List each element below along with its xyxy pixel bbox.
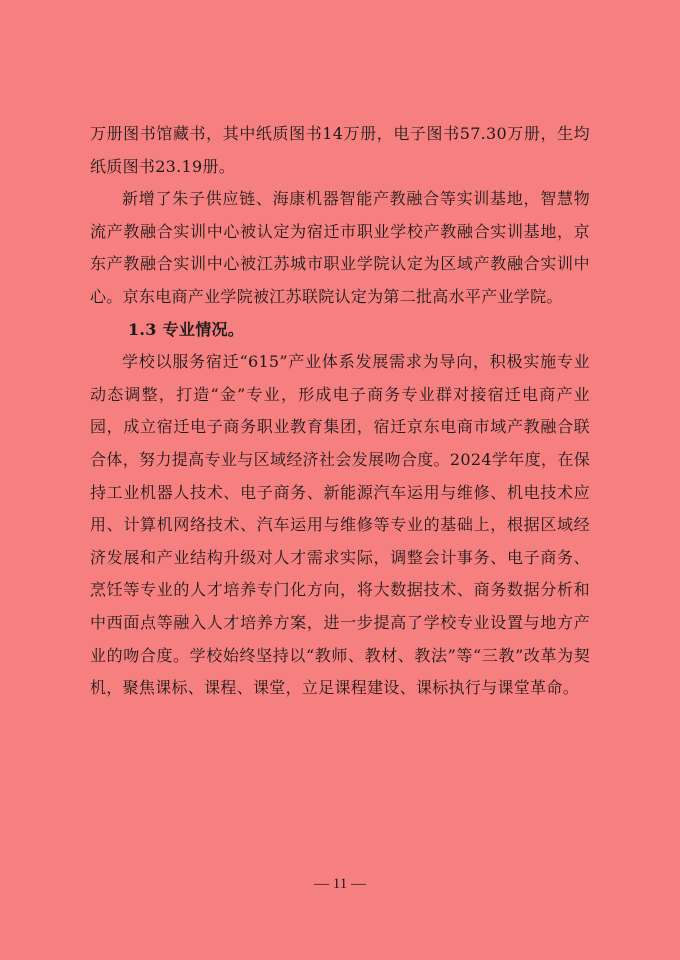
section-heading: 1.3 专业情况。 xyxy=(128,319,245,339)
paragraph-library-collection: 万册图书馆藏书，其中纸质图书14万册，电子图书57.30万册，生均纸质图书23.19册。 xyxy=(90,124,590,176)
page-number: — 11 — xyxy=(314,876,366,892)
paragraph-training-bases: 新增了朱子供应链、海康机器智能产教融合等实训基地，智慧物流产教融合实训中心被认定为宿迁市职业学校产教融合实训基地，京东产教融合实训中心被江苏城市职业学院认定为区域产教融合实训中心。京东电商产业学院被江苏联院认定为第二批高水平产业学院。 xyxy=(90,189,590,306)
body-text xyxy=(90,118,590,705)
paragraph-majors: 学校以服务宿迁“615”产业体系发展需求为导向，积极实施专业动态调整，打造“金”专业，形成电子商务专业群对接宿迁电商产业园，成立宿迁电子商务职业教育集团，宿迁京东电商市域产教融合联合体，努力提高专业与区域经济社会发展吻合度。2024学年度，在保持工业机器人技术、电子商务、新能源汽车运用与维修、机电技术应用、计算机网络技术、汽车运用与维修等专业的基础上，根据区域经济发展和产业结构升级对人才需求实际，调整会计事务、电子商务、烹饪等专业的人才培养专门化方向，将大数据技术、商务数据分析和中西面点等融入人才培养方案，进一步提高了学校专业设置与地方产业的吻合度。学校始终坚持以“教师、教材、教法”等“三教”改革为契机，聚焦课标、课程、课堂，立足课程建设、课标执行与课堂革命。 xyxy=(90,352,590,698)
